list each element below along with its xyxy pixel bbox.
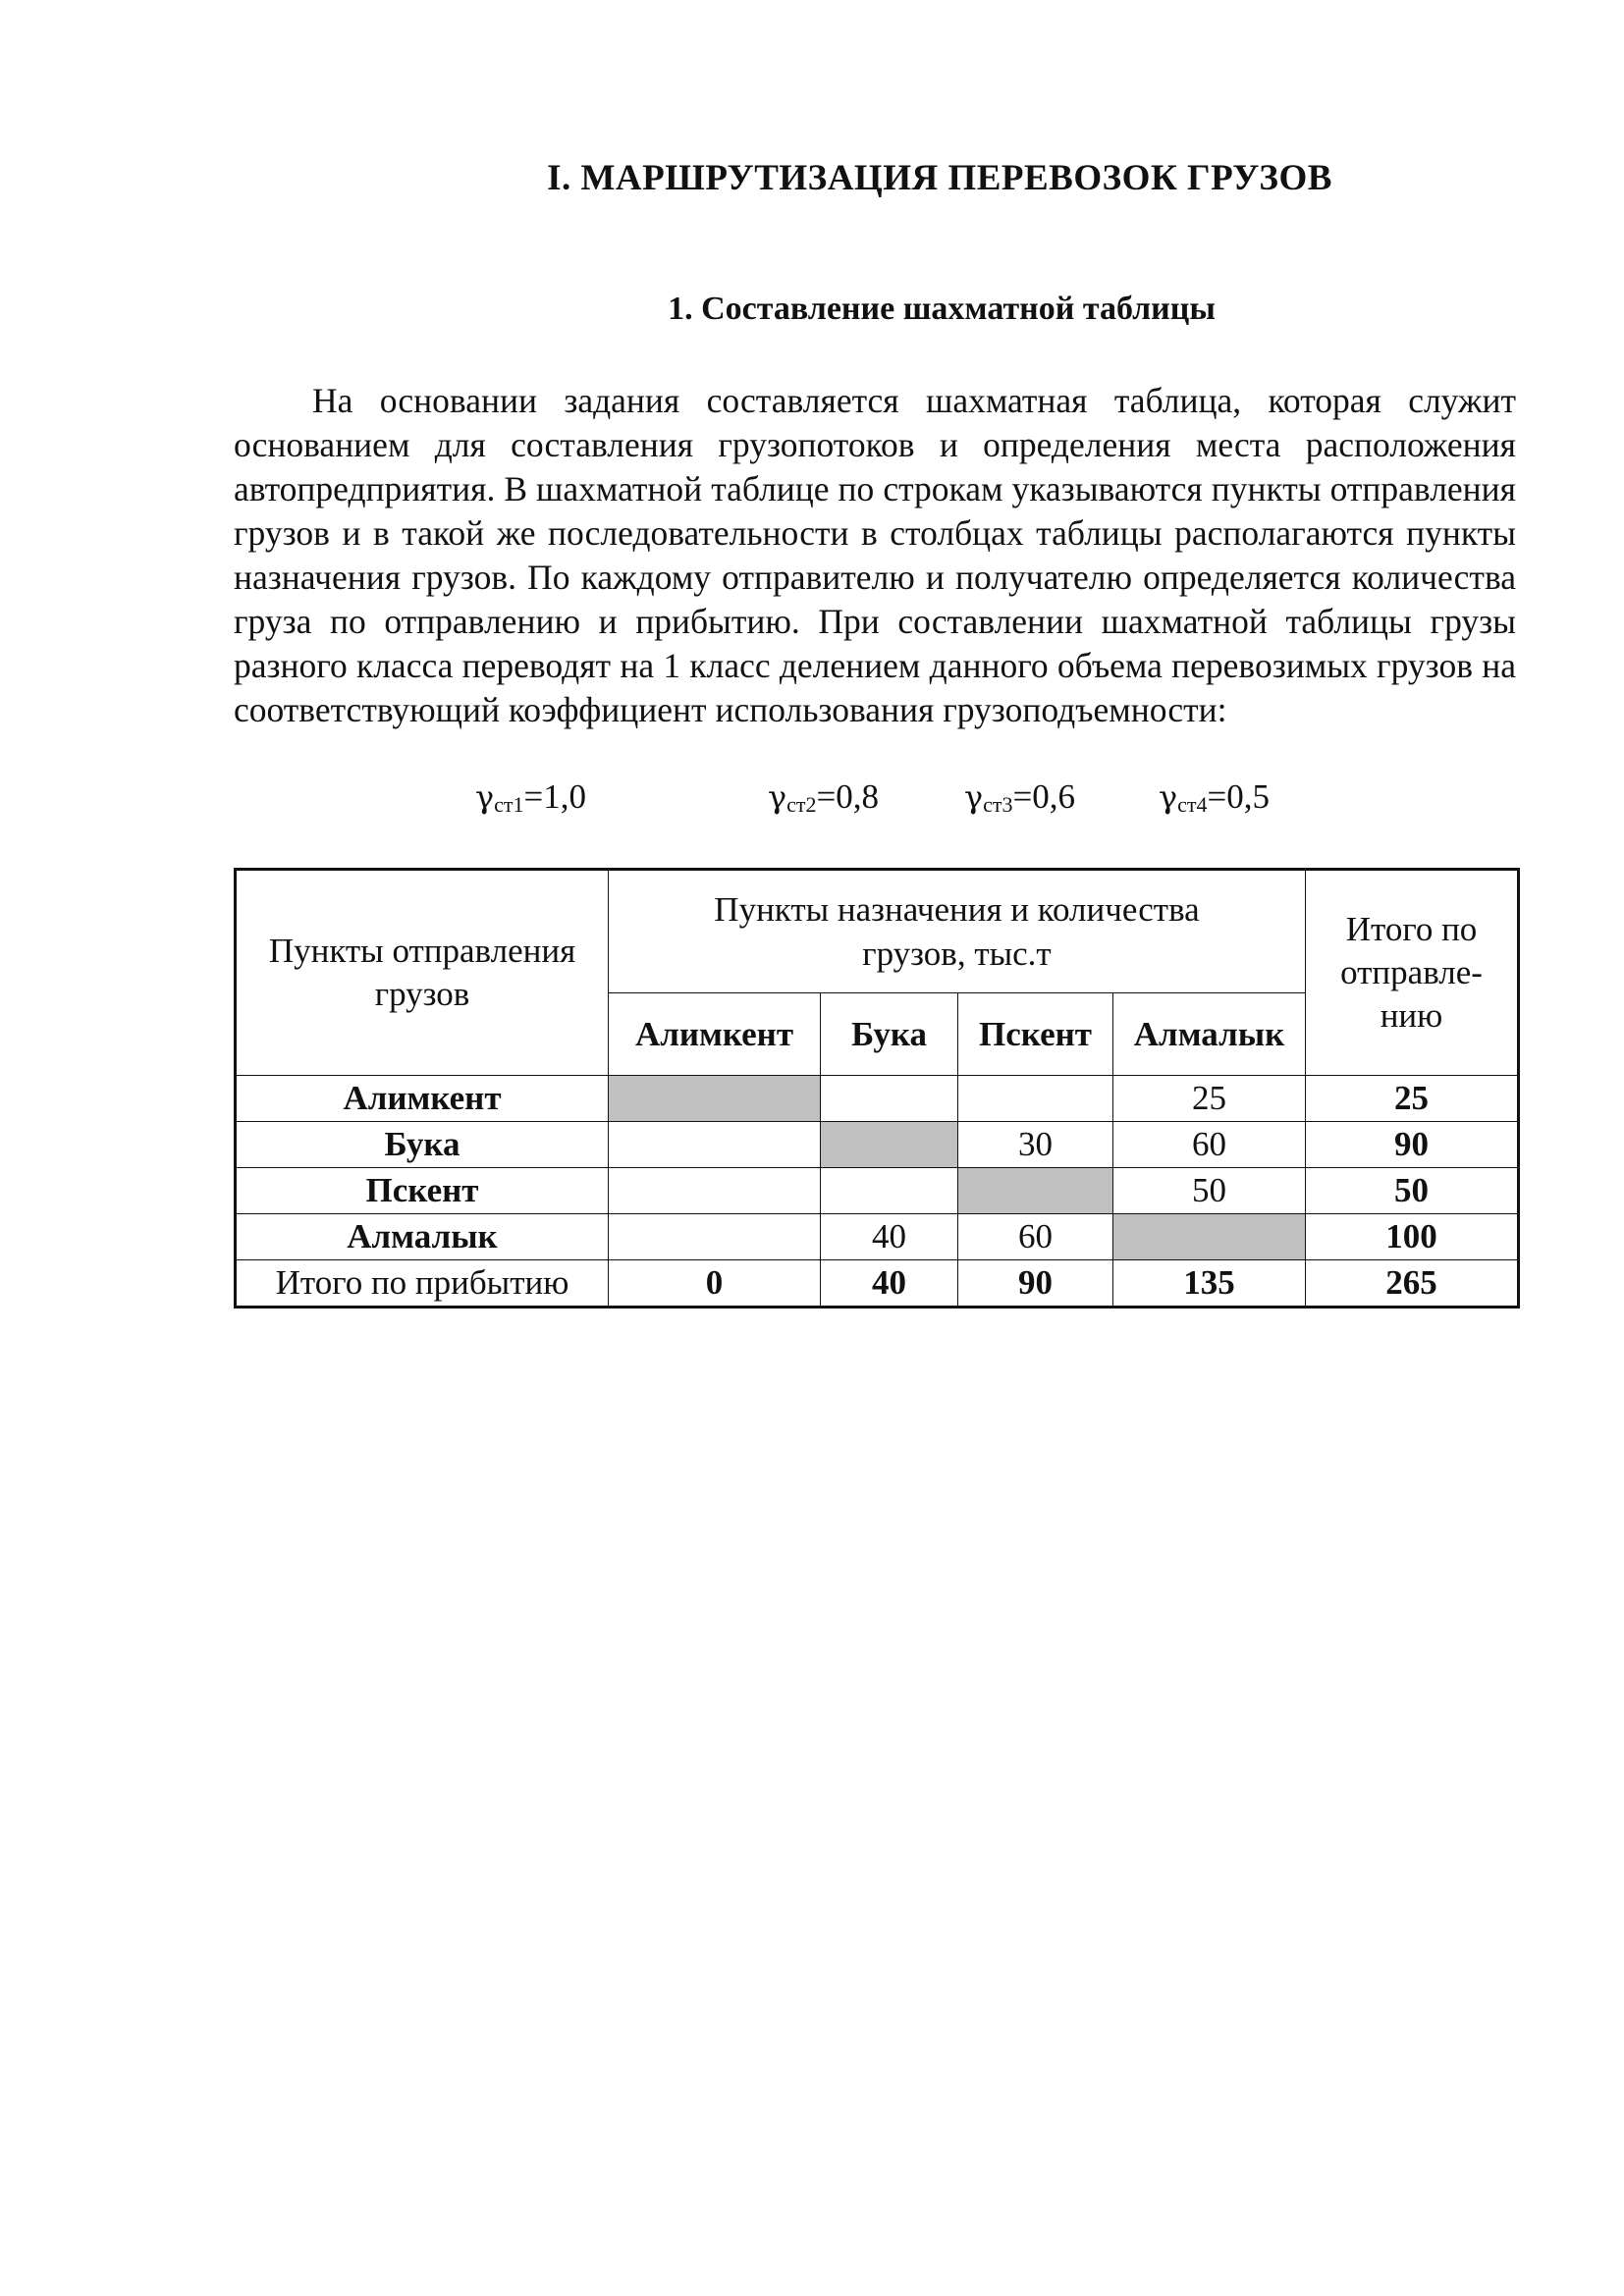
row-total-cell: 25 (1306, 1076, 1519, 1122)
table-row (236, 1214, 1519, 1260)
row-total-cell: 100 (1306, 1214, 1519, 1260)
row-total-cell: 90 (1306, 1122, 1519, 1168)
table-cell (821, 1168, 958, 1214)
table-cell: 60 (1113, 1122, 1306, 1168)
table-cell: 30 (958, 1122, 1113, 1168)
table-cell (609, 1122, 821, 1168)
table-cell: 60 (958, 1214, 1113, 1260)
origin-cell: Алмалык (236, 1214, 609, 1260)
table-footer-row (236, 1260, 1519, 1308)
chess-table (234, 868, 1520, 1308)
table-cell-diagonal (609, 1076, 821, 1122)
arrival-total-cell: 40 (821, 1260, 958, 1308)
table-row (236, 1076, 1519, 1122)
arrival-total-cell: 135 (1113, 1260, 1306, 1308)
destination-header-pskent: Пскент (958, 993, 1113, 1076)
table-row (236, 1122, 1519, 1168)
destination-header-alimkent: Алимкент (609, 993, 821, 1076)
table-cell (821, 1076, 958, 1122)
coefficient-1: $\gamma_{ст1}=1,0$ (475, 777, 587, 817)
origin-cell: Пскент (236, 1168, 609, 1214)
footer-label: Итого по прибытию (236, 1260, 609, 1308)
table-cell-diagonal (821, 1122, 958, 1168)
arrival-total-cell: 0 (609, 1260, 821, 1308)
origin-cell: Бука (236, 1122, 609, 1168)
table-row (236, 1168, 1519, 1214)
coefficient-3: $\gamma_{ст3}=0,6$ (964, 777, 1076, 817)
table-cell (609, 1214, 821, 1260)
table-cell: 40 (821, 1214, 958, 1260)
destination-header-buka: Бука (821, 993, 958, 1076)
table-cell (609, 1168, 821, 1214)
origin-cell: Алимкент (236, 1076, 609, 1122)
table-cell-diagonal (1113, 1214, 1306, 1260)
table-cell (958, 1076, 1113, 1122)
body-paragraph: На основании задания составляется шахматная таблица, которая служит основанием для составления грузопотоков и определения места расположения автопредприятия. В шахматной таблице по строкам указываются пункты отправления грузов и в такой же последовательности в столбцах таблицы располагаются пункты назначения грузов. По каждому отправителю и получателю определяется количества груза по отправлению и прибытию. При составлении шахматной таблицы грузы разного класса переводят на 1 класс делением данного объема перевозимых грузов на соответствующий коэффициент использования грузоподъемности: (234, 381, 1516, 729)
origin-column-header: Пункты отправления грузов (236, 870, 609, 1076)
row-total-cell: 50 (1306, 1168, 1519, 1214)
table-cell: 50 (1113, 1168, 1306, 1214)
section-heading: I. МАРШРУТИЗАЦИЯ ПЕРЕВОЗОК ГРУЗОВ (547, 158, 1332, 198)
arrival-total-cell: 90 (958, 1260, 1113, 1308)
destination-header-almalyk: Алмалык (1113, 993, 1306, 1076)
coefficients-line (0, 777, 1624, 827)
subsection-heading: 1. Составление шахматной таблицы (668, 291, 1216, 327)
table-cell-diagonal (958, 1168, 1113, 1214)
table-cell: 25 (1113, 1076, 1306, 1122)
total-column-header: Итого по отправле-нию (1306, 870, 1519, 1076)
coefficient-4: $\gamma_{ст4}=0,5$ (1159, 777, 1271, 817)
destination-column-header: Пункты назначения и количества грузов, тыс.т (609, 870, 1306, 993)
grand-total-cell: 265 (1306, 1260, 1519, 1308)
coefficient-2: $\gamma_{ст2}=0,8$ (768, 777, 880, 817)
